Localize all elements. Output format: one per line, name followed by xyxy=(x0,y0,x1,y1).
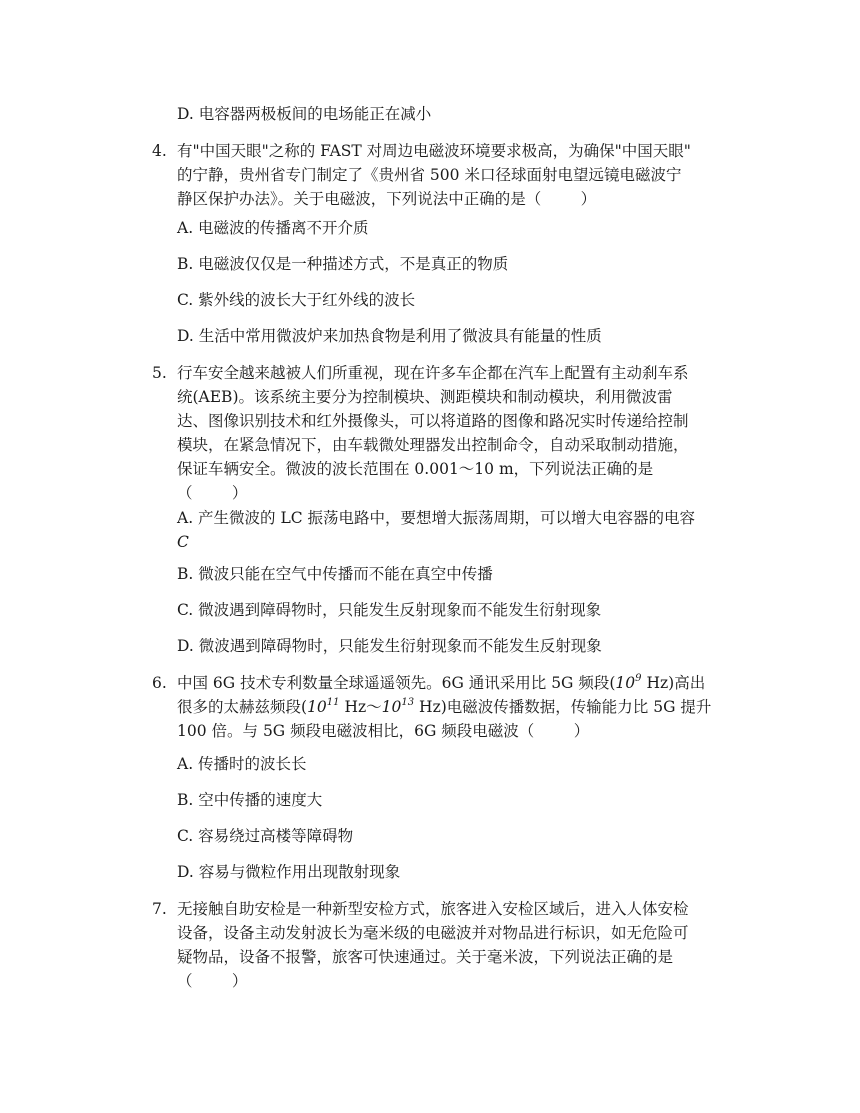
q5-stem xyxy=(177,361,737,505)
q7-stem-line: （ ） xyxy=(177,972,248,990)
q5-option-a-symbol: C xyxy=(177,533,189,551)
q5-stem-line: 达、图像识别技术和红外摄像头，可以将道路的图像和路况实时传递给控制 xyxy=(177,412,689,430)
q7-stem-line: 设备，设备主动发射波长为毫米级的电磁波并对物品进行标识，如无危险可 xyxy=(177,924,689,942)
q6-stem-line: 中国 6G 技术专利数量全球遥遥领先。6G 通讯采用比 5G 频段($10^9$ Hz)高出 xyxy=(177,672,706,692)
q5-stem-line: （ ） xyxy=(177,484,248,502)
q6-option-c: C. 容易绕过高楼等障碍物 xyxy=(177,827,354,845)
q6-stem-line: 很多的太赫兹频段($10^{11}$ $Hz\sim 10^{13}$ Hz)电磁波传播数据，传输能力比 5G 提升 xyxy=(177,696,712,716)
q6-stem xyxy=(177,671,737,743)
q4-option-a: A. 电磁波的传播离不开介质 xyxy=(177,219,369,237)
q5-option-a xyxy=(177,506,737,554)
q7-stem xyxy=(177,897,737,993)
q5-stem-line: 行车安全越来越被人们所重视，现在许多车企都在汽车上配置有主动刹车系 xyxy=(177,364,689,382)
q5-option-c: C. 微波遇到障碍物时，只能发生反射现象而不能发生衍射现象 xyxy=(177,601,602,619)
q5-option-a-line: A. 产生微波的 LC 振荡电路中，要想增大振荡周期，可以增大电容器的电容 xyxy=(177,509,696,527)
q5-stem-line: 保证车辆安全。微波的波长范围在 0.001～10 m，下列说法正确的是 xyxy=(177,460,654,478)
q6-number: 6. xyxy=(152,674,167,692)
q5-stem-line: 统(AEB)。该系统主要分为控制模块、测距模块和制动模块，利用微波雷 xyxy=(177,388,673,406)
q7-stem-line: 无接触自助安检是一种新型安检方式，旅客进入安检区域后，进入人体安检 xyxy=(177,900,689,918)
q6-option-d: D. 容易与微粒作用出现散射现象 xyxy=(177,863,401,881)
q5-option-d: D. 微波遇到障碍物时，只能发生衍射现象而不能发生反射现象 xyxy=(177,637,602,655)
q4-option-d: D. 生活中常用微波炉来加热食物是利用了微波具有能量的性质 xyxy=(177,327,602,345)
q5-option-b: B. 微波只能在空气中传播而不能在真空中传播 xyxy=(177,565,493,583)
q5-number: 5. xyxy=(152,364,167,382)
q4-option-b: B. 电磁波仅仅是一种描述方式，不是真正的物质 xyxy=(177,255,509,273)
q4-option-c: C. 紫外线的波长大于红外线的波长 xyxy=(177,291,416,309)
q7-number: 7. xyxy=(152,900,167,918)
q5-stem-line: 模块，在紧急情况下，由车载微处理器发出控制命令，自动采取制动措施， xyxy=(177,436,689,454)
q6-stem-line: 100 倍。与 5G 频段电磁波相比，6G 频段电磁波（ ） xyxy=(177,722,590,740)
q4-stem xyxy=(177,139,737,211)
q4-stem-line: 的宁静，贵州省专门制定了《贵州省 500 米口径球面射电望远镜电磁波宁 xyxy=(177,166,682,184)
q6-option-a: A. 传播时的波长长 xyxy=(177,755,307,773)
q3-option-d: D. 电容器两极板间的电场能正在减小 xyxy=(177,105,432,123)
q4-number: 4. xyxy=(152,142,167,160)
q4-stem-line: 有"中国天眼"之称的 FAST 对周边电磁波环境要求极高，为确保"中国天眼" xyxy=(177,142,691,160)
q6-option-b: B. 空中传播的速度大 xyxy=(177,791,323,809)
q4-stem-line: 静区保护办法》。关于电磁波，下列说法中正确的是（ ） xyxy=(177,190,597,208)
q7-stem-line: 疑物品，设备不报警，旅客可快速通过。关于毫米波，下列说法正确的是 xyxy=(177,948,674,966)
